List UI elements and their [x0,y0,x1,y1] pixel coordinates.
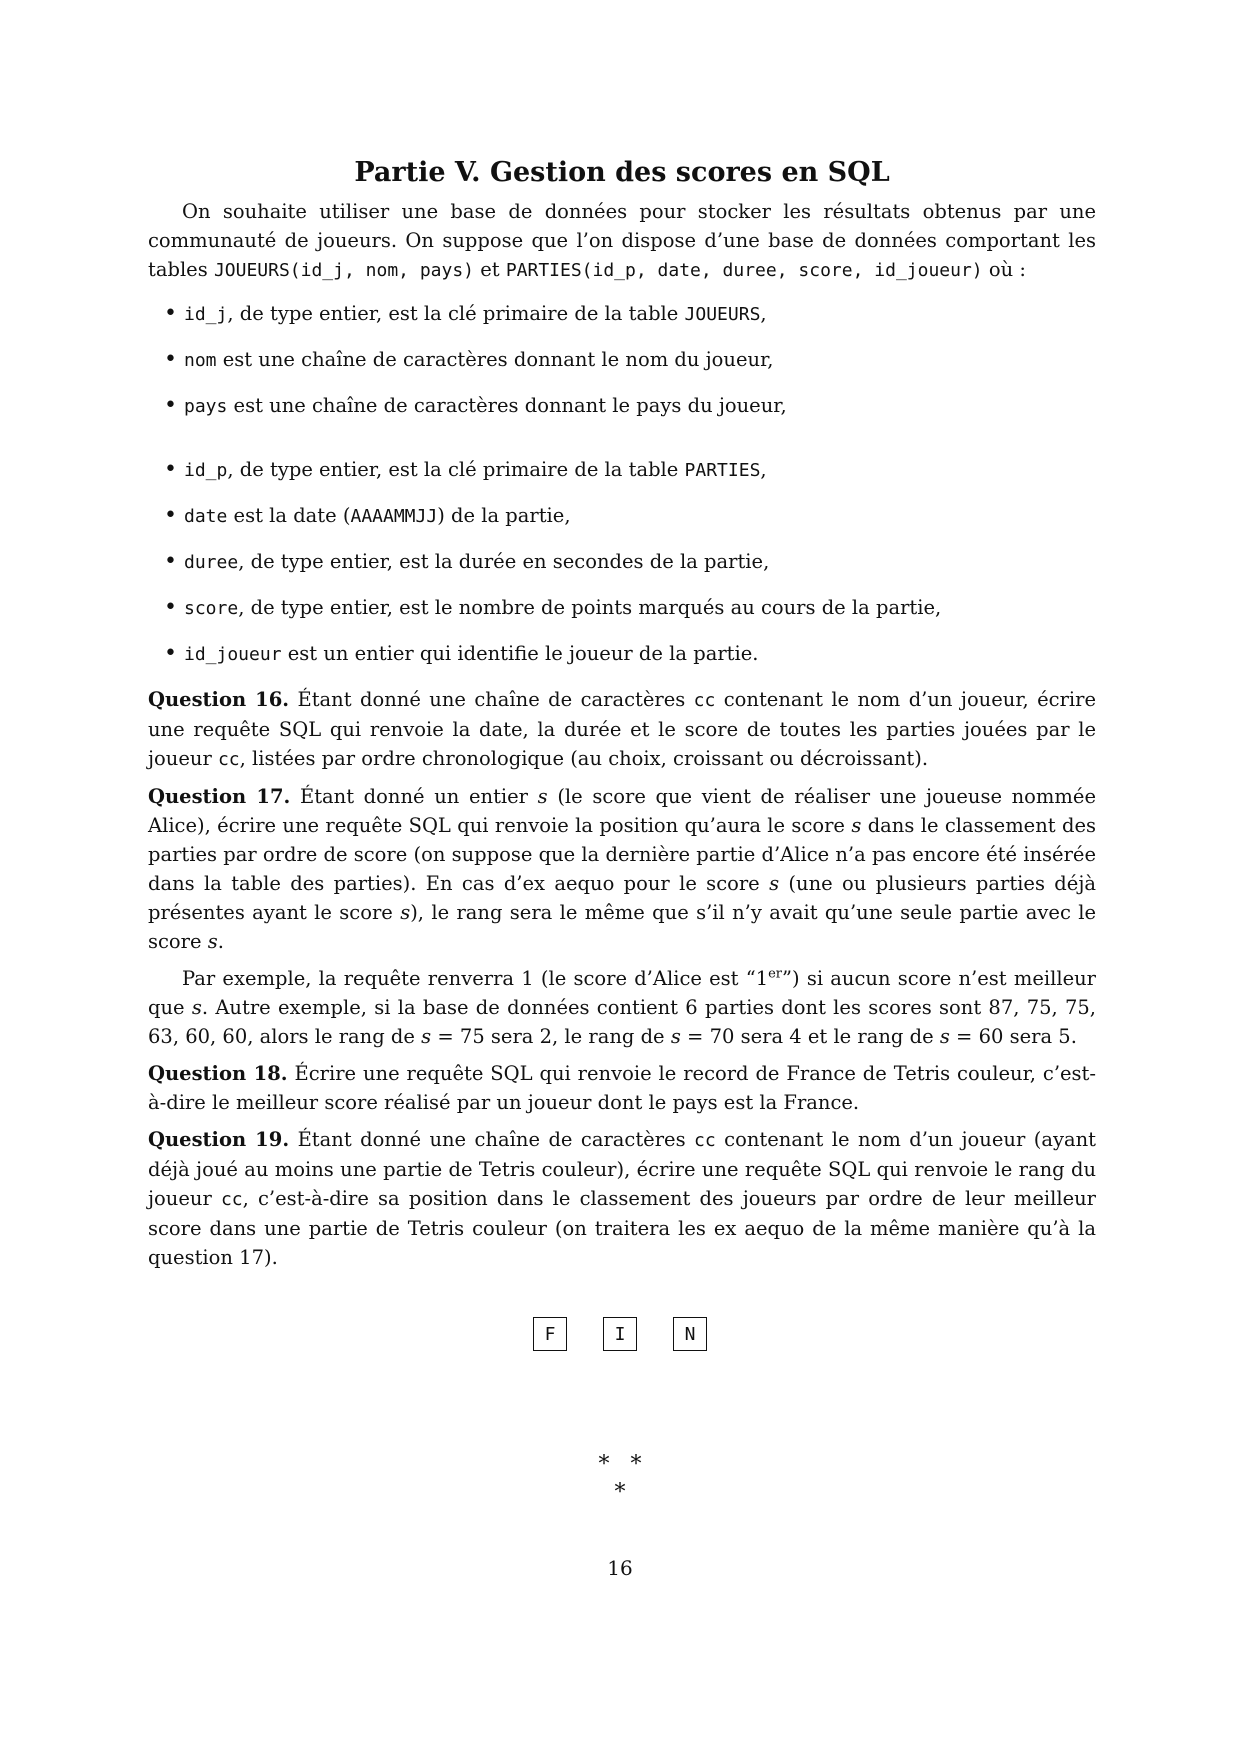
question-text: Étant donné un entier [290,785,538,808]
question-text: Étant donné une chaîne de caractères [289,688,694,711]
page-content [148,155,1096,1272]
field-code: JOUEURS [684,304,761,325]
question-text: , c’est-à-dire sa position dans le classement des joueurs par ordre de leur meilleur score dans une partie de Tetris couleur (on traitera les ex aequo de la même manière qu’à la question 17). [148,1187,1096,1269]
inline-code: cc [693,690,716,711]
field-code: pays [184,396,228,417]
question-text: . [217,930,224,953]
field-text: , de type entier, est le nombre de points marqués au cours de la partie, [238,596,942,619]
field-code: date [184,506,228,527]
field-text: , de type entier, est la clé primaire de la table [227,302,685,325]
list-item [184,501,1096,531]
inline-code: cc [694,1130,716,1151]
table-joueurs-code: JOUEURS(id_j, nom, pays) [213,260,475,281]
question-17 [148,782,1096,956]
inline-code: cc [217,749,240,770]
math-var: s [421,1025,432,1048]
question-text: Étant donné une chaîne de caractères [289,1128,695,1151]
fin-boxes [0,1317,1240,1351]
table-parties-code: PARTIES(id_p, date, duree, score, id_joueur) [505,260,983,281]
fin-box-n: N [673,1317,707,1351]
list-item [184,639,1096,669]
question-label: Question 17. [148,785,291,808]
question-18 [148,1059,1096,1117]
math-var: s [851,814,862,837]
end-stars-bottom: * [614,1480,626,1505]
question-19 [148,1125,1096,1272]
field-text: est la date ( [227,504,351,527]
math-var: s [400,901,411,924]
field-text: est un entier qui identifie le joueur de la partie. [281,642,759,665]
field-text: , de type entier, est la durée en secondes de la partie, [238,550,770,573]
list-item [184,547,1096,577]
example-text: = 70 sera 4 et le rang de [680,1025,940,1048]
field-code: id_p [184,460,228,481]
math-var: s [191,996,202,1019]
math-var: s [769,872,780,895]
field-text: , de type entier, est la clé primaire de la table [227,458,685,481]
field-text: est une chaîne de caractères donnant le pays du joueur, [227,394,787,417]
field-code: id_j [184,304,228,325]
inline-code: cc [220,1189,243,1210]
list-item [184,345,1096,375]
intro-text: où : [982,258,1026,281]
list-item [184,299,1096,329]
field-code: nom [184,350,217,371]
page-number: 16 [607,1556,633,1580]
question-16 [148,685,1096,774]
math-var: s [670,1025,681,1048]
intro-paragraph [148,197,1096,285]
question-label: Question 18. [148,1062,288,1085]
field-text: ) de la partie, [437,504,571,527]
math-var: s [207,930,218,953]
question-text: dans le classement des parties par ordre de score (on suppose que la dernière partie d’Alice n’a pas encore été insérée dans la table des parties). En cas d’ex aequo pour le score [148,814,1096,895]
field-code: score [184,598,239,619]
example-text: ”) si aucun score n’est meilleur que [148,967,1096,1019]
math-var: s [537,785,548,808]
field-list [148,299,1096,669]
example-text: = 75 sera 2, le rang de [431,1025,671,1048]
field-code: duree [184,552,239,573]
list-item [184,391,1096,421]
fin-box-i: I [603,1317,637,1351]
fin-box-f: F [533,1317,567,1351]
question-text: ), le rang sera le même que s’il n’y avait qu’une seule partie avec le score [148,901,1096,953]
question-text: (le score que vient de réaliser une joueuse nommée Alice), écrire une requête SQL qui renvoie la position qu’aura le score [148,785,1096,837]
field-text: , [760,302,767,325]
question-label: Question 16. [148,688,290,711]
intro-text: On souhaite utiliser une base de données pour stocker les résultats obtenus par une communauté de joueurs. On suppose que l’on dispose d’une base de données comportant les tables [148,200,1096,281]
field-code: PARTIES [684,460,761,481]
intro-text: et [474,258,506,281]
example-text: Par exemple, la requête renverra 1 (le score d’Alice est “1 [182,967,769,990]
question-text: , listées par ordre chronologique (au choix, croissant ou décroissant). [239,747,929,770]
end-stars-top: * * [598,1452,642,1477]
question-text: Écrire une requête SQL qui renvoie le record de France de Tetris couleur, c’est-à-dire le meilleur score réalisé par un joueur dont le pays est la France. [148,1062,1096,1114]
superscript: er [768,966,783,982]
field-code: id_joueur [184,644,282,665]
question-text: contenant le nom d’un joueur (ayant déjà joué au moins une partie de Tetris couleur), écrire une requête SQL qui renvoie le rang du joueur [148,1128,1096,1210]
example-text: = 60 sera 5. [949,1025,1077,1048]
example-text: . Autre exemple, si la base de données contient 6 parties dont les scores sont 87, 75, 75, 63, 60, 60, alors le rang de [148,996,1097,1048]
question-17-example [148,964,1096,1051]
list-item [184,455,1096,485]
question-label: Question 19. [148,1128,290,1151]
section-title: Partie V. Gestion des scores en SQL [354,157,890,188]
field-text: est une chaîne de caractères donnant le nom du joueur, [216,348,774,371]
field-code: AAAAMMJJ [350,506,438,527]
list-item [184,593,1096,623]
math-var: s [939,1025,950,1048]
question-text: contenant le nom d’un joueur, écrire une requête SQL qui renvoie la date, la durée et le score de toutes les parties jouées par le joueur [148,688,1096,770]
field-text: , [760,458,767,481]
question-text: (une ou plusieurs parties déjà présentes ayant le score [148,872,1096,924]
